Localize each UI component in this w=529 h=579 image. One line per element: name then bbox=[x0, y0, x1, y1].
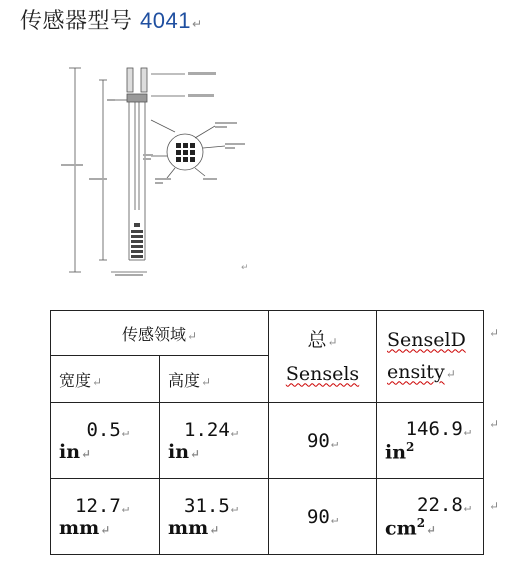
paragraph-mark: ↵ bbox=[92, 374, 103, 389]
paragraph-mark: ↵ bbox=[463, 499, 471, 514]
width-cell bbox=[51, 479, 160, 555]
density-exponent: 2 bbox=[406, 439, 415, 454]
total-sensels-cell bbox=[269, 479, 377, 555]
density-cell bbox=[377, 403, 499, 479]
paragraph-mark: ↵ bbox=[327, 334, 338, 349]
paragraph-mark: ↵ bbox=[426, 523, 437, 538]
page-title bbox=[20, 4, 203, 35]
width-cell bbox=[51, 403, 160, 479]
height-unit: mm bbox=[168, 516, 209, 539]
density-unit: cm bbox=[385, 517, 417, 540]
sensor-drawing-svg bbox=[55, 60, 255, 280]
paragraph-mark: ↵ bbox=[330, 435, 339, 450]
paragraph-mark: ↵ bbox=[121, 424, 129, 439]
table-row bbox=[51, 403, 484, 479]
total-sensels-value: 90 bbox=[306, 429, 330, 452]
density-value: 22.8 bbox=[417, 493, 463, 516]
paragraph-mark: ↵ bbox=[191, 17, 203, 31]
height-value: 31.5 bbox=[184, 494, 230, 517]
density-unit: in bbox=[385, 441, 407, 464]
paragraph-mark: ↵ bbox=[230, 500, 238, 515]
density-label-line1: SenselD bbox=[387, 328, 466, 351]
width-value: 0.5 bbox=[86, 418, 121, 441]
sensing-area-header bbox=[51, 311, 269, 356]
table-row bbox=[51, 479, 484, 555]
sensor-spec-table bbox=[50, 310, 499, 555]
paragraph-mark: ↵ bbox=[190, 446, 201, 461]
density-value: 146.9 bbox=[405, 417, 463, 440]
density-exponent: 2 bbox=[416, 515, 426, 530]
total-sensels-value: 90 bbox=[306, 505, 330, 528]
height-value: 1.24 bbox=[184, 418, 230, 441]
density-cell bbox=[377, 479, 499, 555]
paragraph-mark: ↵ bbox=[209, 522, 220, 537]
height-label: 高度 bbox=[168, 370, 201, 390]
width-unit: mm bbox=[59, 516, 100, 539]
total-label: 总 bbox=[307, 328, 327, 351]
paragraph-mark: ↵ bbox=[463, 423, 471, 438]
height-header bbox=[160, 356, 269, 403]
sensel-density-header bbox=[377, 311, 499, 403]
row-end-mark: ↵ bbox=[488, 499, 499, 513]
row-end-mark: ↵ bbox=[488, 326, 499, 340]
width-header bbox=[51, 356, 160, 403]
height-unit: in bbox=[168, 440, 190, 463]
width-unit: in bbox=[59, 440, 81, 463]
sensor-model-number: 4041 bbox=[140, 8, 191, 33]
sensing-area-label: 传感领域 bbox=[121, 324, 186, 344]
paragraph-mark: ↵ bbox=[241, 263, 249, 273]
total-sensels-cell bbox=[269, 403, 377, 479]
sensels-label: Sensels bbox=[285, 362, 360, 385]
width-label: 宽度 bbox=[59, 370, 92, 390]
sensor-drawing bbox=[55, 60, 255, 280]
paragraph-mark: ↵ bbox=[445, 366, 456, 381]
height-cell bbox=[160, 479, 269, 555]
paragraph-mark: ↵ bbox=[121, 500, 129, 515]
density-label-line2: ensity bbox=[387, 360, 445, 383]
paragraph-mark: ↵ bbox=[81, 446, 92, 461]
height-cell bbox=[160, 403, 269, 479]
paragraph-mark: ↵ bbox=[230, 424, 238, 439]
row-end-mark: ↵ bbox=[488, 417, 499, 431]
paragraph-mark: ↵ bbox=[330, 511, 339, 526]
width-value: 12.7 bbox=[75, 494, 121, 517]
paragraph-mark: ↵ bbox=[186, 328, 198, 343]
paragraph-mark: ↵ bbox=[100, 522, 111, 537]
title-prefix: 传感器型号 bbox=[20, 9, 140, 34]
total-sensels-header bbox=[269, 311, 377, 403]
paragraph-mark: ↵ bbox=[201, 374, 212, 389]
